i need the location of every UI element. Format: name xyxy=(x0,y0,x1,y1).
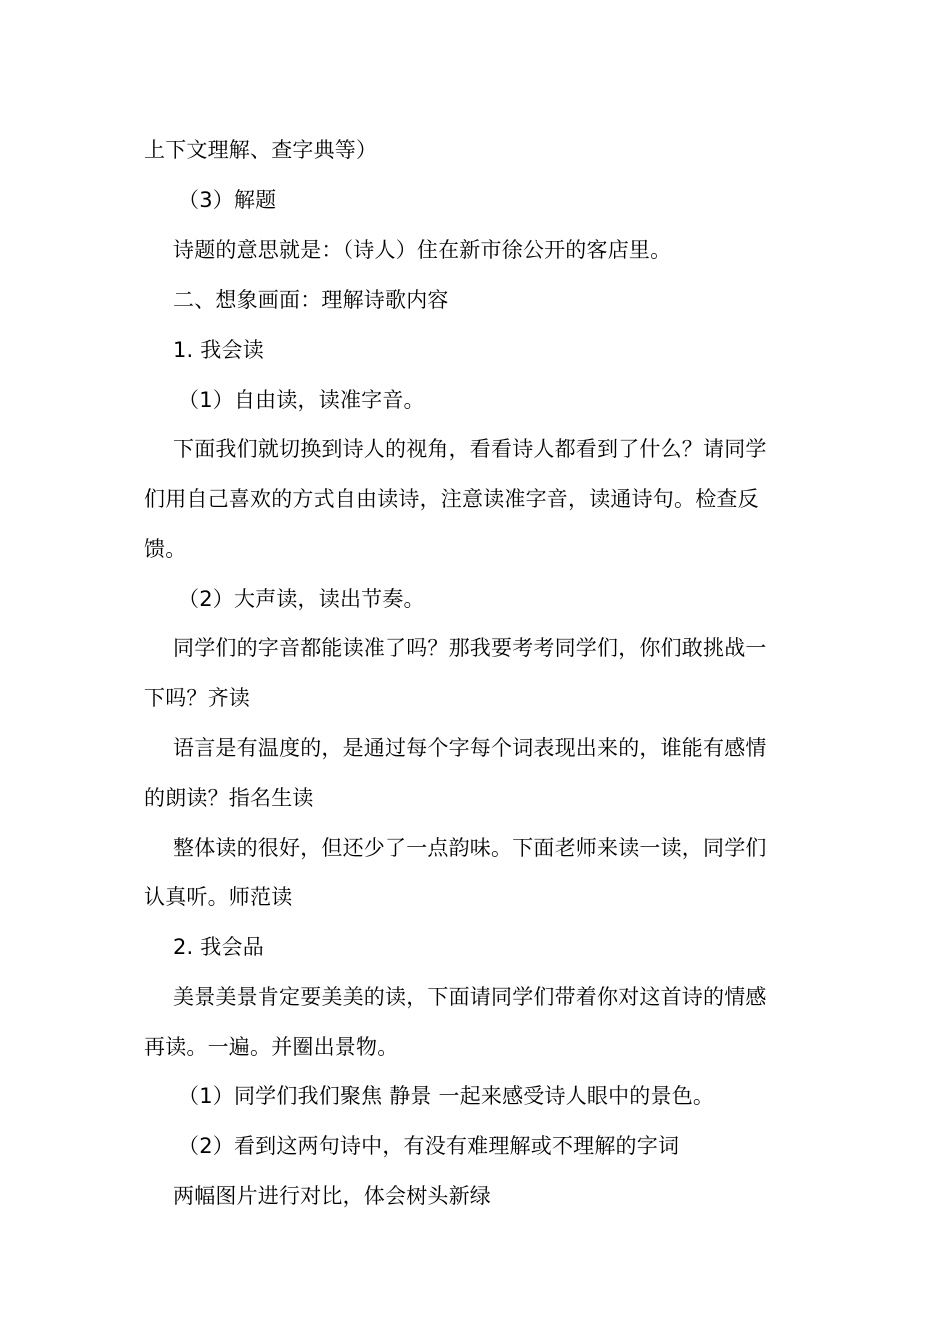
paragraph-line: （2）看到这两句诗中，有没有难理解或不理解的字词 xyxy=(178,1134,680,1158)
paragraph-line: 下吗？齐读 xyxy=(144,686,250,710)
paragraph-line: 语言是有温度的，是通过每个字每个词表现出来的，谁能有感情 xyxy=(173,736,767,760)
paragraph-line: 们用自己喜欢的方式自由读诗，注意读准字音，读通诗句。检查反 xyxy=(144,487,759,511)
paragraph-line: 上下文理解、查字典等） xyxy=(144,138,378,162)
paragraph-line: 馈。 xyxy=(144,537,187,561)
paragraph-line: 的朗读？指名生读 xyxy=(144,786,314,810)
paragraph-line: 诗题的意思就是：（诗人）住在新市徐公开的客店里。 xyxy=(173,238,672,262)
paragraph-line: 整体读的很好，但还少了一点韵味。下面老师来读一读，同学们 xyxy=(173,836,767,860)
paragraph-line: 认真听。师范读 xyxy=(144,885,293,909)
section-heading: 二、想象画面：理解诗歌内容 xyxy=(173,288,449,312)
section-heading: 1. 我会读 xyxy=(173,338,264,362)
paragraph-line: 同学们的字音都能读准了吗？那我要考考同学们，你们敢挑战一 xyxy=(173,636,767,660)
section-heading: （3）解题 xyxy=(178,188,277,212)
paragraph-line: （1）同学们我们聚焦 静景 一起来感受诗人眼中的景色。 xyxy=(178,1084,715,1108)
paragraph-line: 美景美景肯定要美美的读，下面请同学们带着你对这首诗的情感 xyxy=(173,985,767,1009)
section-heading: 2. 我会品 xyxy=(173,935,264,959)
section-heading: （2）大声读，读出节奏。 xyxy=(178,587,425,611)
paragraph-line: 两幅图片进行对比，体会树头新绿 xyxy=(173,1184,491,1208)
paragraph-line: 下面我们就切换到诗人的视角，看看诗人都看到了什么？请同学 xyxy=(173,437,767,461)
section-heading: （1）自由读，读准字音。 xyxy=(178,388,425,412)
paragraph-line: 再读。一遍。并圈出景物。 xyxy=(144,1035,399,1059)
